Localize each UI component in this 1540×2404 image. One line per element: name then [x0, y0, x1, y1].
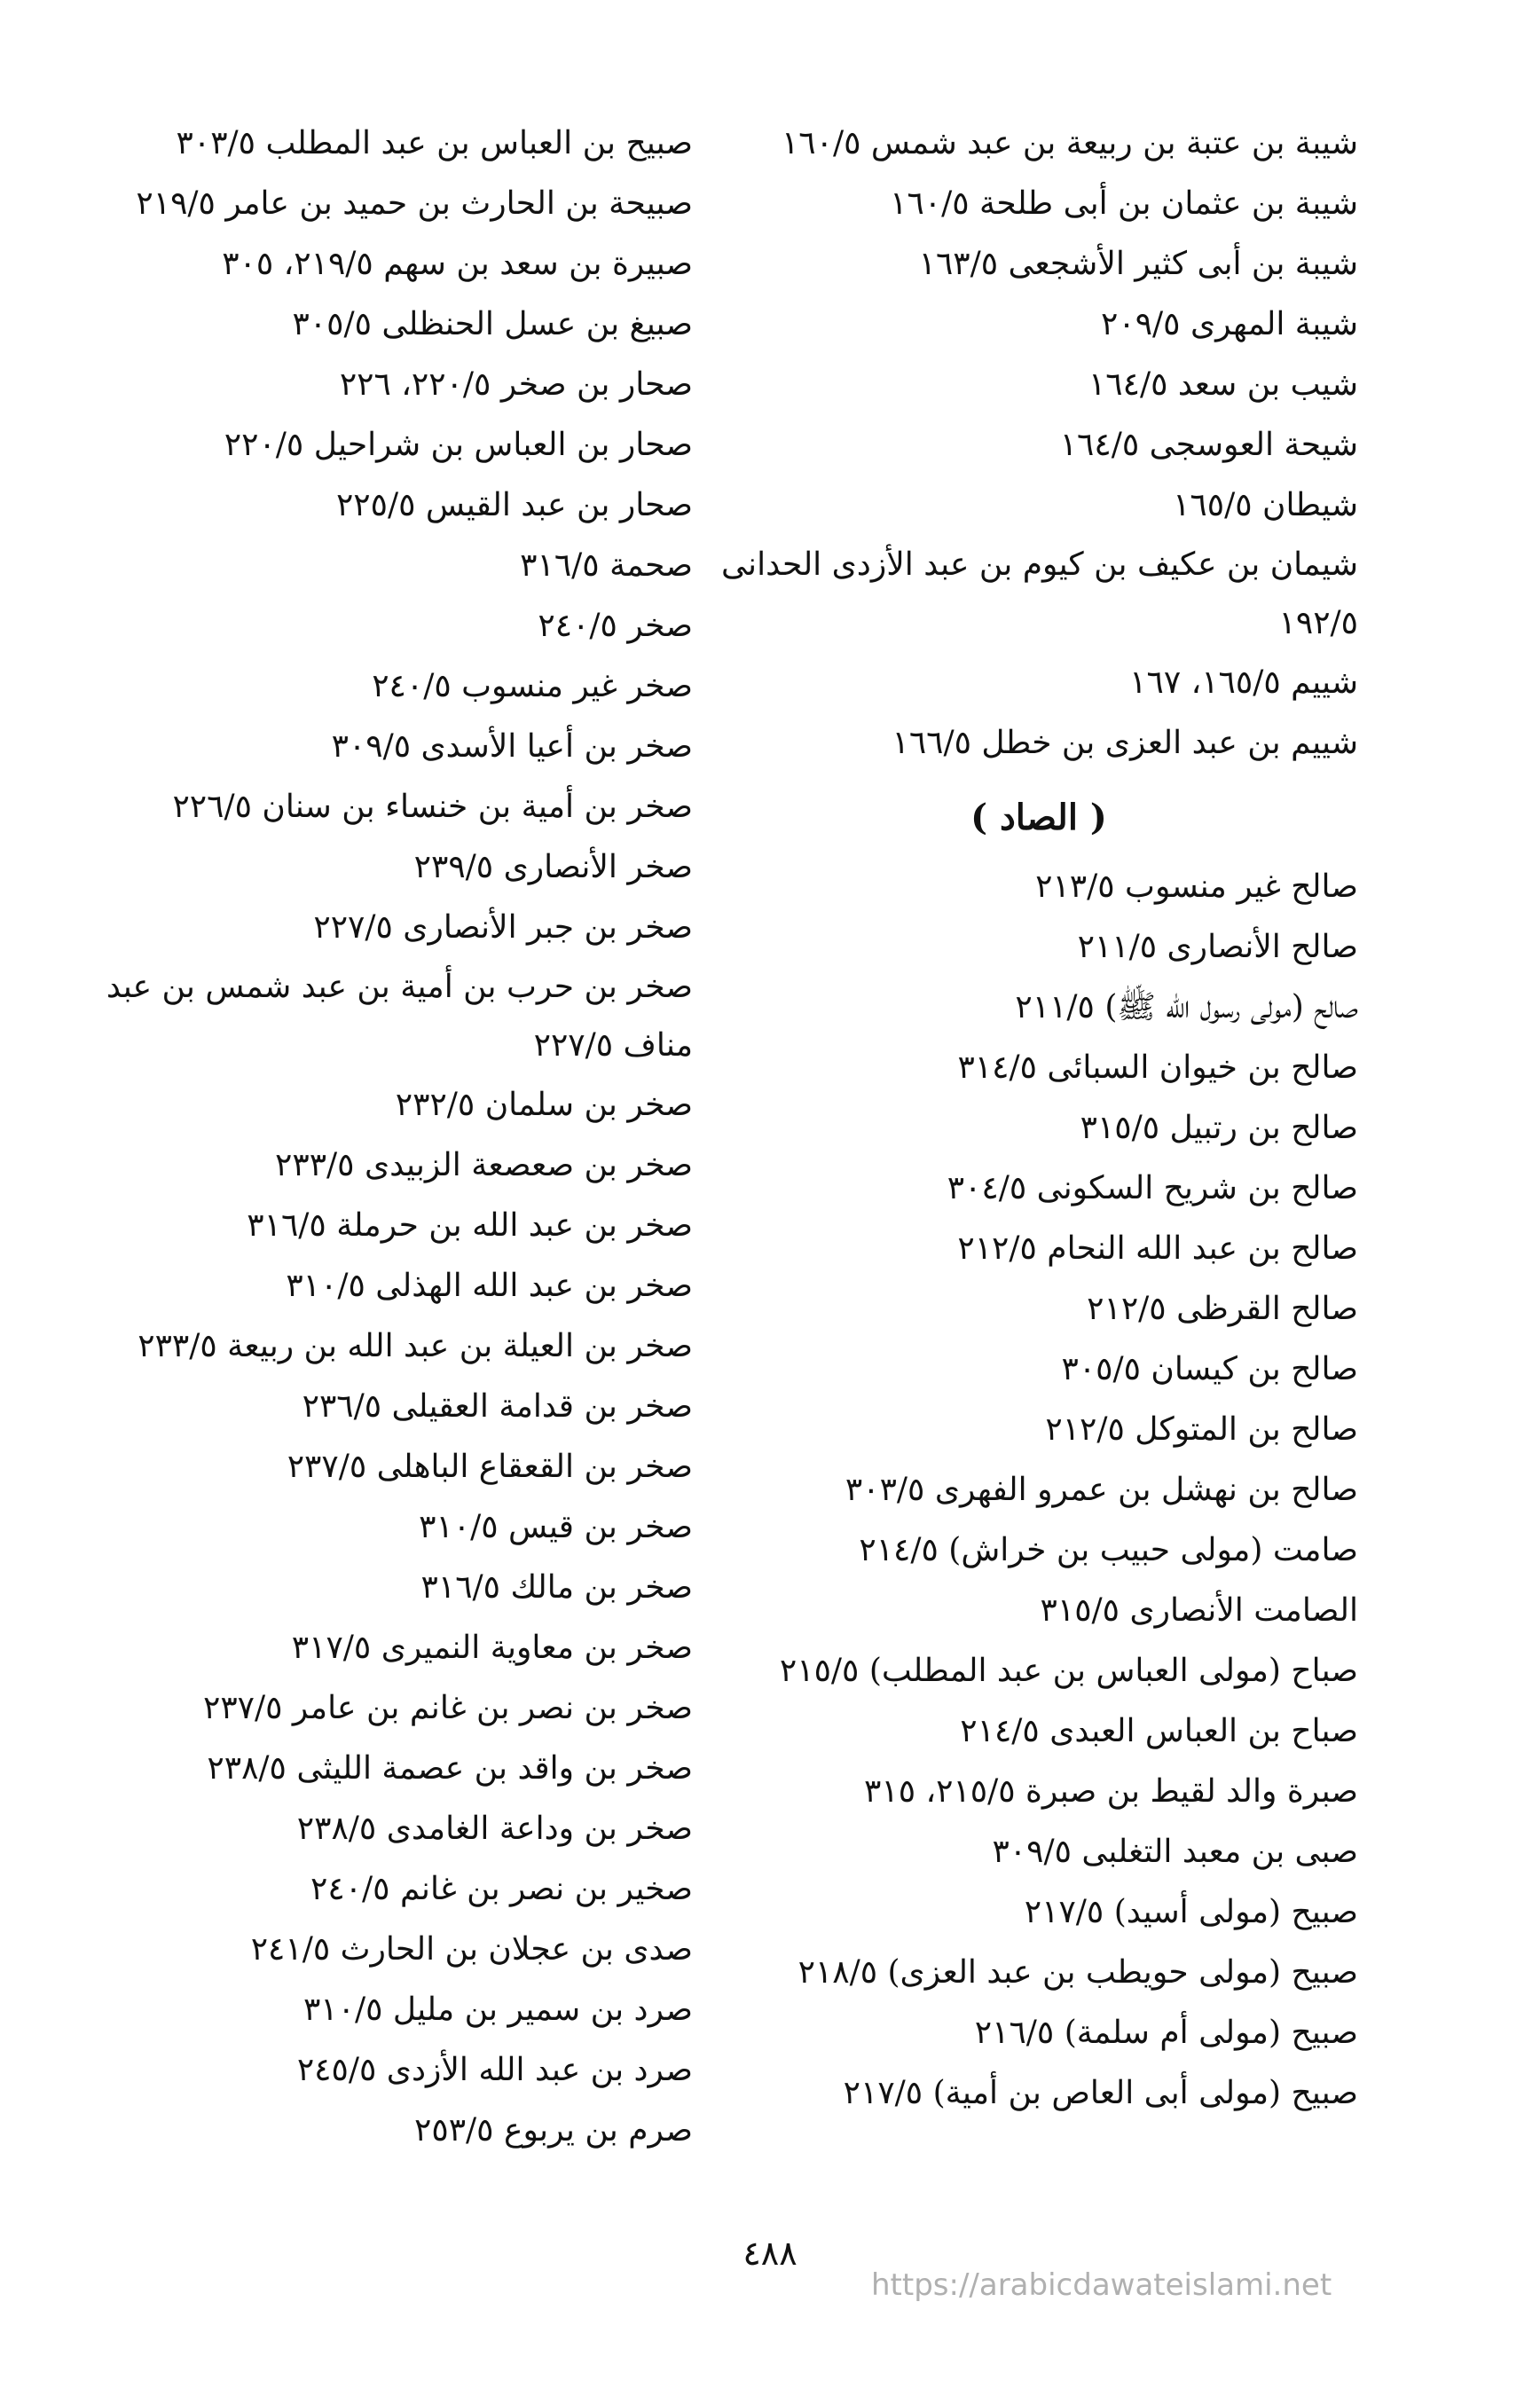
- index-entry: صبيرة بن سعد بن سهم ٢١٩/٥، ٣٠٥: [222, 246, 693, 282]
- index-entry: صبيغ بن عسل الحنظلى ٣٠٥/٥: [292, 306, 693, 342]
- index-entry: صخر بن أعيا الأسدى ٣٠٩/٥: [331, 728, 693, 765]
- index-entry: صبيح (مولى أم سلمة) ٢١٦/٥: [974, 2015, 1358, 2051]
- index-entry: صالح الأنصارى ٢١١/٥: [1077, 929, 1358, 965]
- index-entry: صحار بن العباس بن شراحيل ٢٢٠/٥: [224, 427, 693, 463]
- index-entry: صرد بن عبد الله الأزدى ٢٤٥/٥: [296, 2052, 693, 2088]
- index-entry: صالح بن عبد الله النحام ٢١٢/٥: [957, 1230, 1358, 1267]
- index-entry: صخر بن نصر بن غانم بن عامر ٢٣٧/٥: [203, 1690, 693, 1726]
- index-entry: صبيح بن العباس بن عبد المطلب ٣٠٣/٥: [176, 125, 693, 161]
- index-entry: صبى بن معبد التغلبى ٣٠٩/٥: [992, 1834, 1358, 1870]
- index-entry: صالح بن المتوكل ٢١٢/٥: [1045, 1411, 1358, 1448]
- index-entry: صالح (مولى رسول الله ﷺ) ٢١١/٥: [1015, 989, 1358, 1025]
- index-entry: صباح (مولى العباس بن عبد المطلب) ٢١٥/٥: [779, 1653, 1358, 1689]
- index-entry: صخير بن نصر بن غانم ٢٤٠/٥: [310, 1871, 693, 1907]
- index-entry: شيبة بن عثمان بن أبى طلحة ١٦٠/٥: [890, 185, 1358, 222]
- page-number: ٤٨٨: [742, 2234, 798, 2273]
- index-entry: صخر بن سلمان ٢٣٢/٥: [395, 1087, 693, 1123]
- index-entry: صخر الأنصارى ٢٣٩/٥: [413, 849, 693, 885]
- index-entry: صبيح (مولى حويطب بن عبد العزى) ٢١٨/٥: [798, 1954, 1358, 1991]
- index-entry: صالح بن خيوان السبائى ٣١٤/٥: [957, 1049, 1358, 1086]
- index-entry: صخر بن العيلة بن عبد الله بن ربيعة ٢٣٣/٥: [138, 1328, 693, 1364]
- index-entry: صخر بن قدامة العقيلى ٢٣٦/٥: [302, 1388, 693, 1425]
- index-entry: صخر غير منسوب ٢٤٠/٥: [372, 668, 693, 704]
- index-entry: شيحة العوسجى ١٦٤/٥: [1059, 427, 1358, 463]
- index-entry: شييم بن عبد العزى بن خطل ١٦٦/٥: [892, 725, 1358, 761]
- section-heading: ( الصاد ): [970, 797, 1107, 838]
- index-entry: صالح القرظى ٢١٢/٥: [1087, 1291, 1358, 1327]
- index-entry: صخر بن قيس ٣١٠/٥: [419, 1509, 693, 1545]
- index-entry: صخر ٢٤٠/٥: [538, 608, 693, 644]
- index-entry: صخر بن وداعة الغامدى ٢٣٨/٥: [296, 1811, 693, 1847]
- index-entry: صالح بن نهشل بن عمرو الفهرى ٣٠٣/٥: [845, 1472, 1358, 1508]
- index-entry: صحار بن عبد القيس ٢٢٥/٥: [335, 487, 693, 523]
- index-entry: صالح بن رتبيل ٣١٥/٥: [1080, 1110, 1358, 1146]
- index-entry: صرد بن سمير بن مليل ٣١٠/٥: [302, 1992, 693, 2028]
- index-entry: صالح بن كيسان ٣٠٥/٥: [1061, 1351, 1358, 1387]
- index-entry: صخر بن صعصعة الزبيدى ٢٣٣/٥: [275, 1147, 693, 1183]
- index-entry: صالح غير منسوب ٢١٣/٥: [1035, 868, 1358, 905]
- index-entry: صخر بن عبد الله بن حرملة ٣١٦/٥: [247, 1207, 693, 1244]
- index-entry: صخر بن واقد بن عصمة الليثى ٢٣٨/٥: [207, 1750, 693, 1787]
- index-entry: شيب بن سعد ١٦٤/٥: [1088, 366, 1358, 403]
- index-entry: صبيح (مولى أسيد) ٢١٧/٥: [1024, 1894, 1358, 1930]
- index-entry: صخر بن أمية بن خنساء بن سنان ٢٢٦/٥: [172, 789, 693, 825]
- watermark-url: https://arabicdawateislami.net: [871, 2267, 1332, 2303]
- index-entry: شييم ١٦٥/٥، ١٦٧: [1129, 664, 1358, 701]
- index-entry: صباح بن العباس العبدى ٢١٤/٥: [960, 1713, 1358, 1749]
- index-entry: صامت (مولى حبيب بن خراش) ٢١٤/٥: [859, 1532, 1358, 1568]
- right-column: [719, 114, 1358, 2124]
- index-entry: شيبة بن عتبة بن ربيعة بن عبد شمس ١٦٠/٥: [781, 125, 1358, 161]
- index-entry: صرم بن يربوع ٢٥٣/٥: [414, 2112, 693, 2149]
- index-entry: صخر بن عبد الله الهذلى ٣١٠/٥: [286, 1268, 693, 1304]
- index-entry: صخر بن مالك ٣١٦/٥: [420, 1569, 693, 1606]
- index-entry: صبيح (مولى أبى العاص بن أمية) ٢١٧/٥: [843, 2075, 1358, 2111]
- index-entry: صخر بن القعقاع الباهلى ٢٣٧/٥: [287, 1449, 693, 1485]
- index-entry: الصامت الأنصارى ٣١٥/٥: [1040, 1592, 1358, 1629]
- index-entry: صخر بن معاوية النميرى ٣١٧/٥: [291, 1630, 693, 1666]
- index-entry: صحمة ٣١٦/٥: [520, 547, 693, 584]
- index-entry: صخر بن حرب بن أمية بن عبد شمس بن عبد مناف ٢٢٧/٥: [106, 969, 693, 1064]
- index-entry: شيبة بن أبى كثير الأشجعى ١٦٣/٥: [918, 246, 1358, 282]
- index-entry: صدى بن عجلان بن الحارث ٢٤١/٥: [250, 1931, 693, 1968]
- left-column: [0, 114, 693, 2161]
- index-entry: صحار بن صخر ٢٢٠/٥، ٢٢٦: [339, 366, 693, 403]
- index-entry: شيطان ١٦٥/٥: [1173, 487, 1358, 523]
- index-entry: صالح بن شريح السكونى ٣٠٤/٥: [947, 1170, 1358, 1206]
- index-entry: صبيحة بن الحارث بن حميد بن عامر ٢١٩/٥: [136, 185, 693, 222]
- index-entry: شيمان بن عكيف بن كيوم بن عبد الأزدى الحدانى ١٩٢/٥: [721, 546, 1358, 641]
- index-entry: شيبة المهرى ٢٠٩/٥: [1101, 306, 1358, 342]
- index-entry: صخر بن جبر الأنصارى ٢٢٧/٥: [313, 909, 693, 946]
- index-entry: صبرة والد لقيط بن صبرة ٢١٥/٥، ٣١٥: [864, 1773, 1358, 1810]
